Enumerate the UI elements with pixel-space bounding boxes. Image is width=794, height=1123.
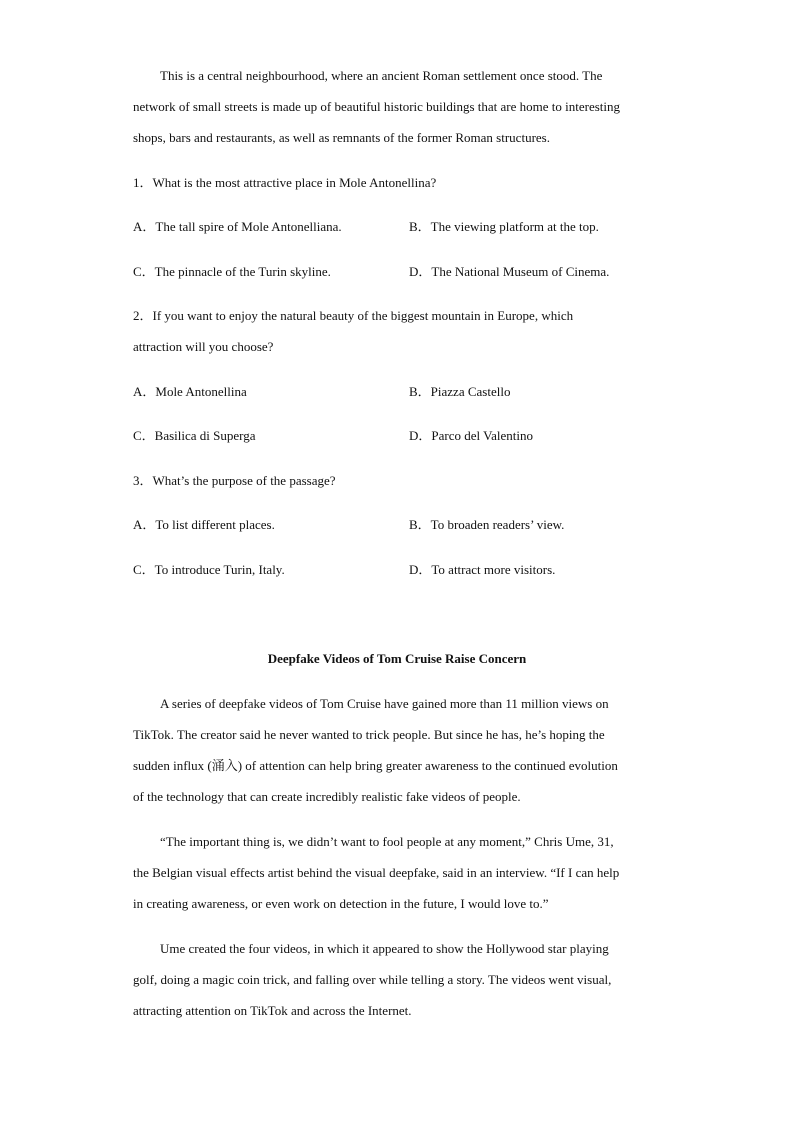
article-title: Deepfake Videos of Tom Cruise Raise Concern <box>267 651 527 666</box>
paragraph-line: attracting attention on TikTok and across the Internet. <box>133 1003 412 1018</box>
option-a: A．To list different places. <box>133 517 275 532</box>
paragraph-line: in creating awareness, or even work on detection in the future, I would love to.” <box>133 896 549 911</box>
option-c: C．Basilica di Superga <box>133 428 256 443</box>
option-d: D．To attract more visitors. <box>409 562 556 577</box>
option-a: A．Mole Antonellina <box>133 384 247 399</box>
paragraph-line: “The important thing is, we didn’t want to fool people at any moment,” Chris Ume, 31, <box>160 834 614 849</box>
intro-line: shops, bars and restaurants, as well as remnants of the former Roman structures. <box>133 130 550 145</box>
paragraph-line: sudden influx (涌入) of attention can help bring greater awareness to the continued evolution <box>133 758 618 773</box>
option-d: D．The National Museum of Cinema. <box>409 264 610 279</box>
paragraph-line: Ume created the four videos, in which it appeared to show the Hollywood star playing <box>160 941 609 956</box>
intro-line: This is a central neighbourhood, where an ancient Roman settlement once stood. The <box>160 68 603 83</box>
option-b: B．To broaden readers’ view. <box>409 517 565 532</box>
paragraph-line: TikTok. The creator said he never wanted to trick people. But since he has, he’s hoping the <box>133 727 605 742</box>
paragraph-line: of the technology that can create incredibly realistic fake videos of people. <box>133 789 521 804</box>
paragraph-line: golf, doing a magic coin trick, and falling over while telling a story. The videos went visual, <box>133 972 612 987</box>
option-c: C．To introduce Turin, Italy. <box>133 562 285 577</box>
paragraph-line: the Belgian visual effects artist behind the visual deepfake, said in an interview. “If I can help <box>133 865 620 880</box>
option-a: A．The tall spire of Mole Antonelliana. <box>133 219 342 234</box>
question-stem: 1．What is the most attractive place in Mole Antonellina? <box>133 175 437 190</box>
intro-line: network of small streets is made up of beautiful historic buildings that are home to interesting <box>133 99 621 114</box>
question-stem: 3．What’s the purpose of the passage? <box>133 473 336 488</box>
option-d: D．Parco del Valentino <box>409 428 533 443</box>
question-stem: 2．If you want to enjoy the natural beauty of the biggest mountain in Europe, which <box>133 308 574 323</box>
option-c: C．The pinnacle of the Turin skyline. <box>133 264 331 279</box>
option-b: B．Piazza Castello <box>409 384 511 399</box>
paragraph-line: A series of deepfake videos of Tom Cruise have gained more than 11 million views on <box>160 696 609 711</box>
question-stem: attraction will you choose? <box>133 339 274 354</box>
option-b: B．The viewing platform at the top. <box>409 219 599 234</box>
